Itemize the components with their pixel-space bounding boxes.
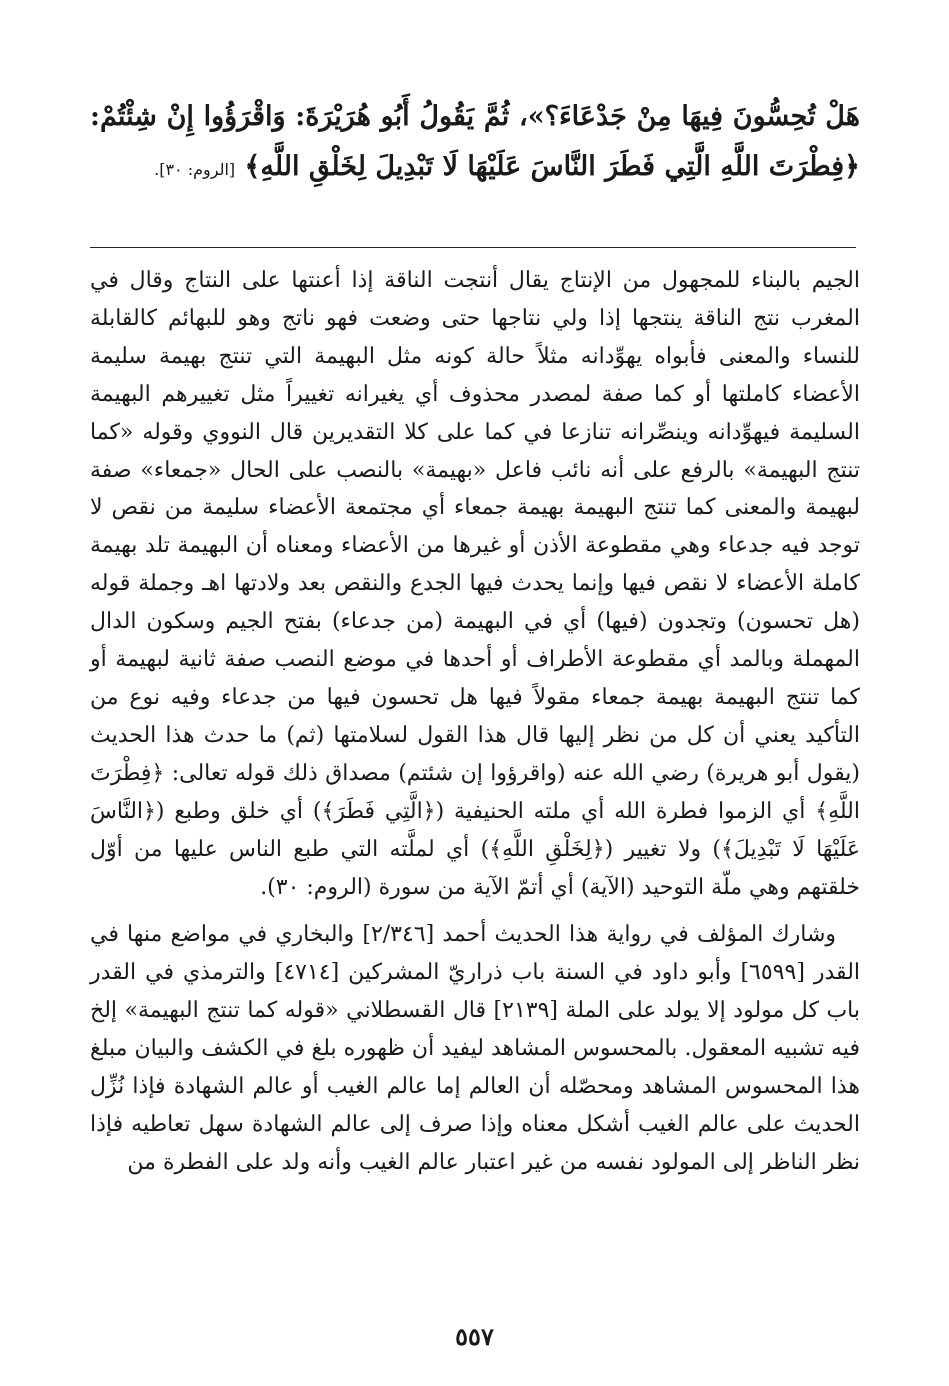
hadith-text-block (90, 92, 860, 195)
quran-reference: [الروم: ٣٠]. (154, 160, 236, 179)
commentary-paragraph: الجيم بالبناء للمجهول من الإنتاج يقال أنتجت الناقة إذا أعنتها على النتاج وقال في المغرب نتج الناقة ينتجها إذا ولي نتاجها حتى وضعت فهو ناتج وهو للبهائم كالقابلة للنساء والمعنى فأبواه يهوِّدانه مثلاً حالة كونه مثل البهيمة التي تنتج بهيمة سليمة الأعضاء كاملتها أو كما صفة لمصدر محذوف أي يغيرانه تغييراً مثل تغييرهم البهيمة السليمة فيهوِّدانه وينصِّرانه تنازعا في كما على كلا التقديرين قال النووي وقوله «كما تنتج البهيمة» بالرفع على أنه نائب فاعل «بهيمة» بالنصب على الحال «جمعاء» صفة لبهيمة والمعنى كما تنتج البهيمة بهيمة جمعاء أي مجتمعة الأعضاء سليمة من نقص لا توجد فيه جدعاء وهي مقطوعة الأذن أو غيرها من الأعضاء ومعناه أن البهيمة تلد بهيمة كاملة الأعضاء لا نقص فيها وإنما يحدث فيها الجدع والنقص بعد ولادتها اهـ وجملة قوله (هل تحسون) وتجدون (فيها) أي في البهيمة (من جدعاء) بفتح الجيم وسكون الدال المهملة وبالمد أي مقطوعة الأطراف أو أحدها في موضع النصب صفة ثانية لبهيمة أو كما تنتج البهيمة بهيمة جمعاء مقولاً فيها هل تحسون فيها من جدعاء وفيه نوع من التأكيد يعني أن كل من نظر إليها قال هذا القول لسلامتها (ثم) ما حدث هذا الحديث (يقول أبو هريرة) رضي الله عنه (واقرؤوا إن شئتم) مصداق ذلك قوله تعالى: ﴿فِطْرَتَ اللَّهِ﴾ أي الزموا فطرة الله أي ملته الحنيفية (﴿الَّتِي فَطَرَ﴾) أي خلق وطبع (﴿النَّاسَ عَلَيْهَا لَا تَبْدِيلَ﴾) ولا تغيير (﴿لِخَلْقِ اللَّهِ﴾) أي لملَّته التي طبع الناس عليها من أوّل خلقتهم وهي ملّة التوحيد (الآية) أي أتمّ الآية من سورة (الروم: ٣٠). (90, 268, 860, 900)
commentary-block (90, 262, 860, 1182)
footnote-divider (90, 247, 856, 248)
commentary-paragraph: وشارك المؤلف في رواية هذا الحديث أحمد [٢/٣٤٦] والبخاري في مواضع منها في القدر [٦٥٩٩] وأبو داود في السنة باب ذراريّ المشركين [٤٧١٤] والترمذي في القدر باب كل مولود إلا يولد على الملة [٢١٣٩] قال القسطلاني «قوله كما تنتج البهيمة» إلخ فيه تشبيه المعقول. بالمحسوس المشاهد ليفيد أن ظهوره بلغ في الكشف والبيان مبلغ هذا المحسوس المشاهد ومحصّله أن العالم إما عالم الغيب أو عالم الشهادة فإذا نُزِّل الحديث على عالم الغيب أشكل معناه وإذا صرف إلى عالم الشهادة سهل تعاطيه فإذا نظر الناظر إلى المولود نفسه من غير اعتبار عالم الغيب وأنه ولد على الفطرة من (90, 922, 861, 1175)
hadith-text: هَلْ تُحِسُّونَ فِيهَا مِنْ جَدْعَاءَ؟»، ثُمَّ يَقُولُ أَبُو هُرَيْرَةَ: وَاقْرَؤُوا إِنْ شِئْتُمْ: ﴿فِطْرَتَ اللَّهِ الَّتِي فَطَرَ النَّاسَ عَلَيْهَا لَا تَبْدِيلَ لِخَلْقِ اللَّهِ﴾ (90, 101, 860, 182)
page-number: ٥٥٧ (455, 1322, 494, 1351)
